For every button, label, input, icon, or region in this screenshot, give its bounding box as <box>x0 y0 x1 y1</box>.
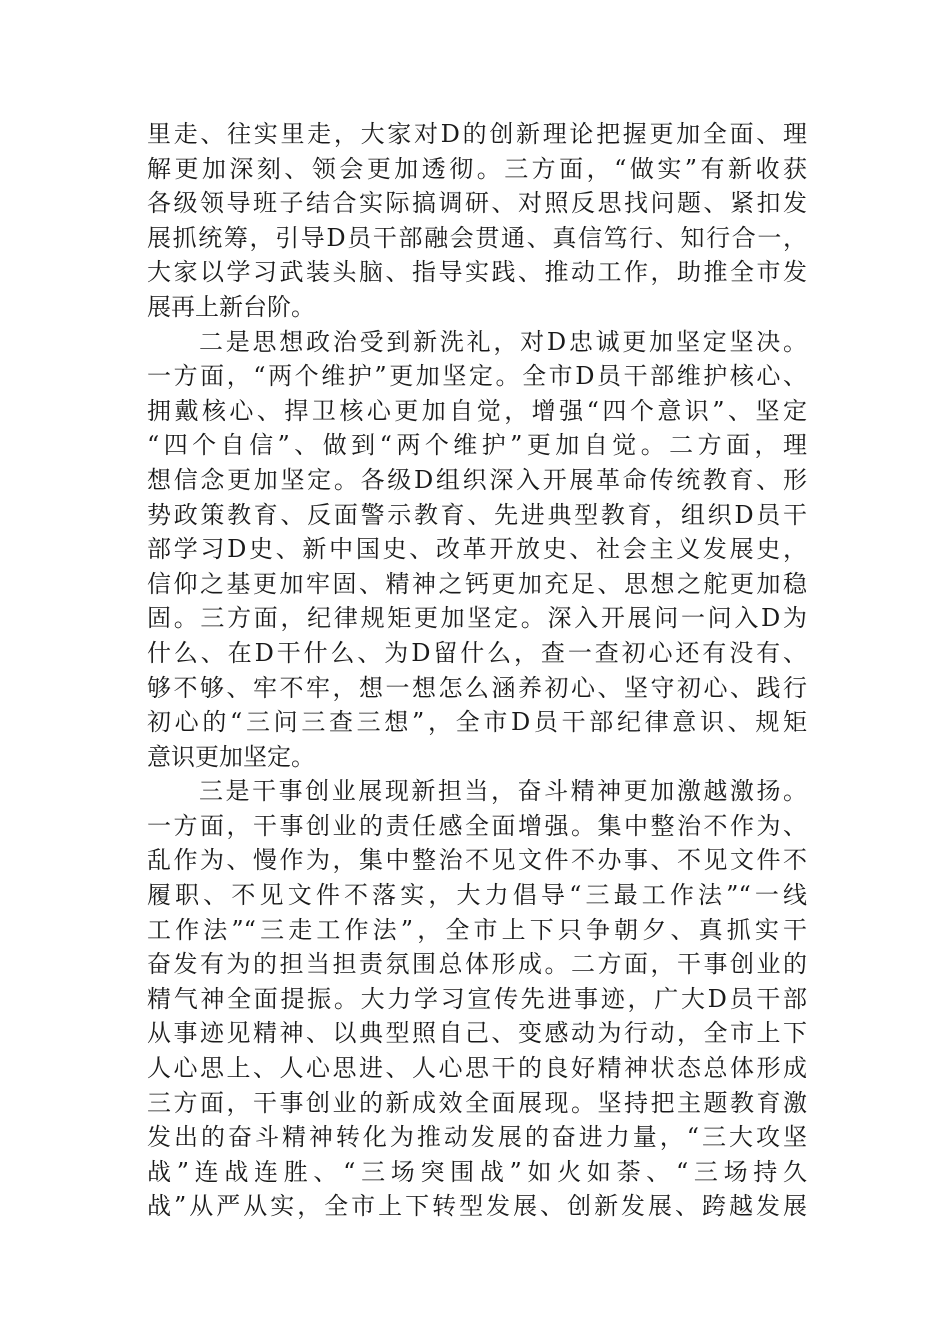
text-line: 势政策教育、反面警示教育、先进典型教育，组织D员干 <box>147 500 807 529</box>
text-line: 乱作为、慢作为，集中整治不见文件不办事、不见文件不 <box>147 846 807 875</box>
text-line: 战”连战连胜、“三场突围战”如火如荼、“三场持久 <box>147 1157 807 1186</box>
text-line: 里走、往实里走，大家对D的创新理论把握更加全面、理 <box>147 120 807 148</box>
text-line: 人心思上、人心思进、人心思干的良好精神状态总体形成 <box>147 1054 807 1083</box>
text-line: 奋发有为的担当担责氛围总体形成。二方面，干事创业的 <box>147 950 807 979</box>
text-line: “四个自信”、做到“两个维护”更加自觉。二方面，理 <box>147 431 807 460</box>
paragraph-heading-line: 二是思想政治受到新洗礼，对D忠诚更加坚定坚决。 <box>199 327 807 356</box>
text-line: 战”从严从实，全市上下转型发展、创新发展、跨越发展 <box>147 1192 807 1221</box>
text-line: 拥戴核心、捍卫核心更加自觉，增强“四个意识”、坚定 <box>147 396 807 425</box>
text-line: 履职、不见文件不落实，大力倡导“三最工作法”“一线 <box>147 881 807 910</box>
text-line: 解更加深刻、领会更加透彻。三方面，“做实”有新收获 <box>147 154 807 183</box>
document-page <box>147 117 807 1224</box>
text-line: 初心的“三问三查三想”，全市D员干部纪律意识、规矩 <box>147 708 807 737</box>
text-line: 信仰之基更加牢固、精神之钙更加充足、思想之舵更加稳 <box>147 569 807 598</box>
text-line: 从事迹见精神、以典型照自己、变感动为行动，全市上下 <box>147 1019 807 1048</box>
text-line: 工作法”“三走工作法”，全市上下只争朝夕、真抓实干 <box>147 915 807 944</box>
text-line: 够不够、牢不牢，想一想怎么涵养初心、坚守初心、践行 <box>147 673 807 702</box>
text-line: 各级领导班子结合实际搞调研、对照反思找问题、紧扣发 <box>147 189 807 218</box>
text-line: 什么、在D干什么、为D留什么，查一查初心还有没有、 <box>147 638 807 667</box>
text-line: 固。三方面，纪律规矩更加坚定。深入开展问一问入D为 <box>147 604 807 633</box>
text-line: 想信念更加坚定。各级D组织深入开展革命传统教育、形 <box>147 465 807 494</box>
text-line: 意识更加坚定。 <box>147 742 315 771</box>
text-line: 大家以学习武装头脑、指导实践、推动工作，助推全市发 <box>147 258 807 287</box>
text-line: 一方面，“两个维护”更加坚定。全市D员干部维护核心、 <box>147 362 807 391</box>
text-line: 一方面，干事创业的责任感全面增强。集中整治不作为、 <box>147 811 807 840</box>
text-line: 精气神全面提振。大力学习宣传先进事迹，广大D员干部 <box>147 984 807 1013</box>
text-line: 展再上新台阶。 <box>147 292 315 321</box>
text-line: 三方面，干事创业的新成效全面展现。坚持把主题教育激 <box>147 1088 807 1117</box>
paragraph-heading-line: 三是干事创业展现新担当，奋斗精神更加激越激扬。 <box>199 777 807 806</box>
text-line: 部学习D史、新中国史、改革开放史、社会主义发展史， <box>147 535 807 564</box>
text-line: 发出的奋斗精神转化为推动发展的奋进力量，“三大攻坚 <box>147 1123 807 1152</box>
text-line: 展抓统筹，引导D员干部融会贯通、真信笃行、知行合一， <box>147 223 807 252</box>
